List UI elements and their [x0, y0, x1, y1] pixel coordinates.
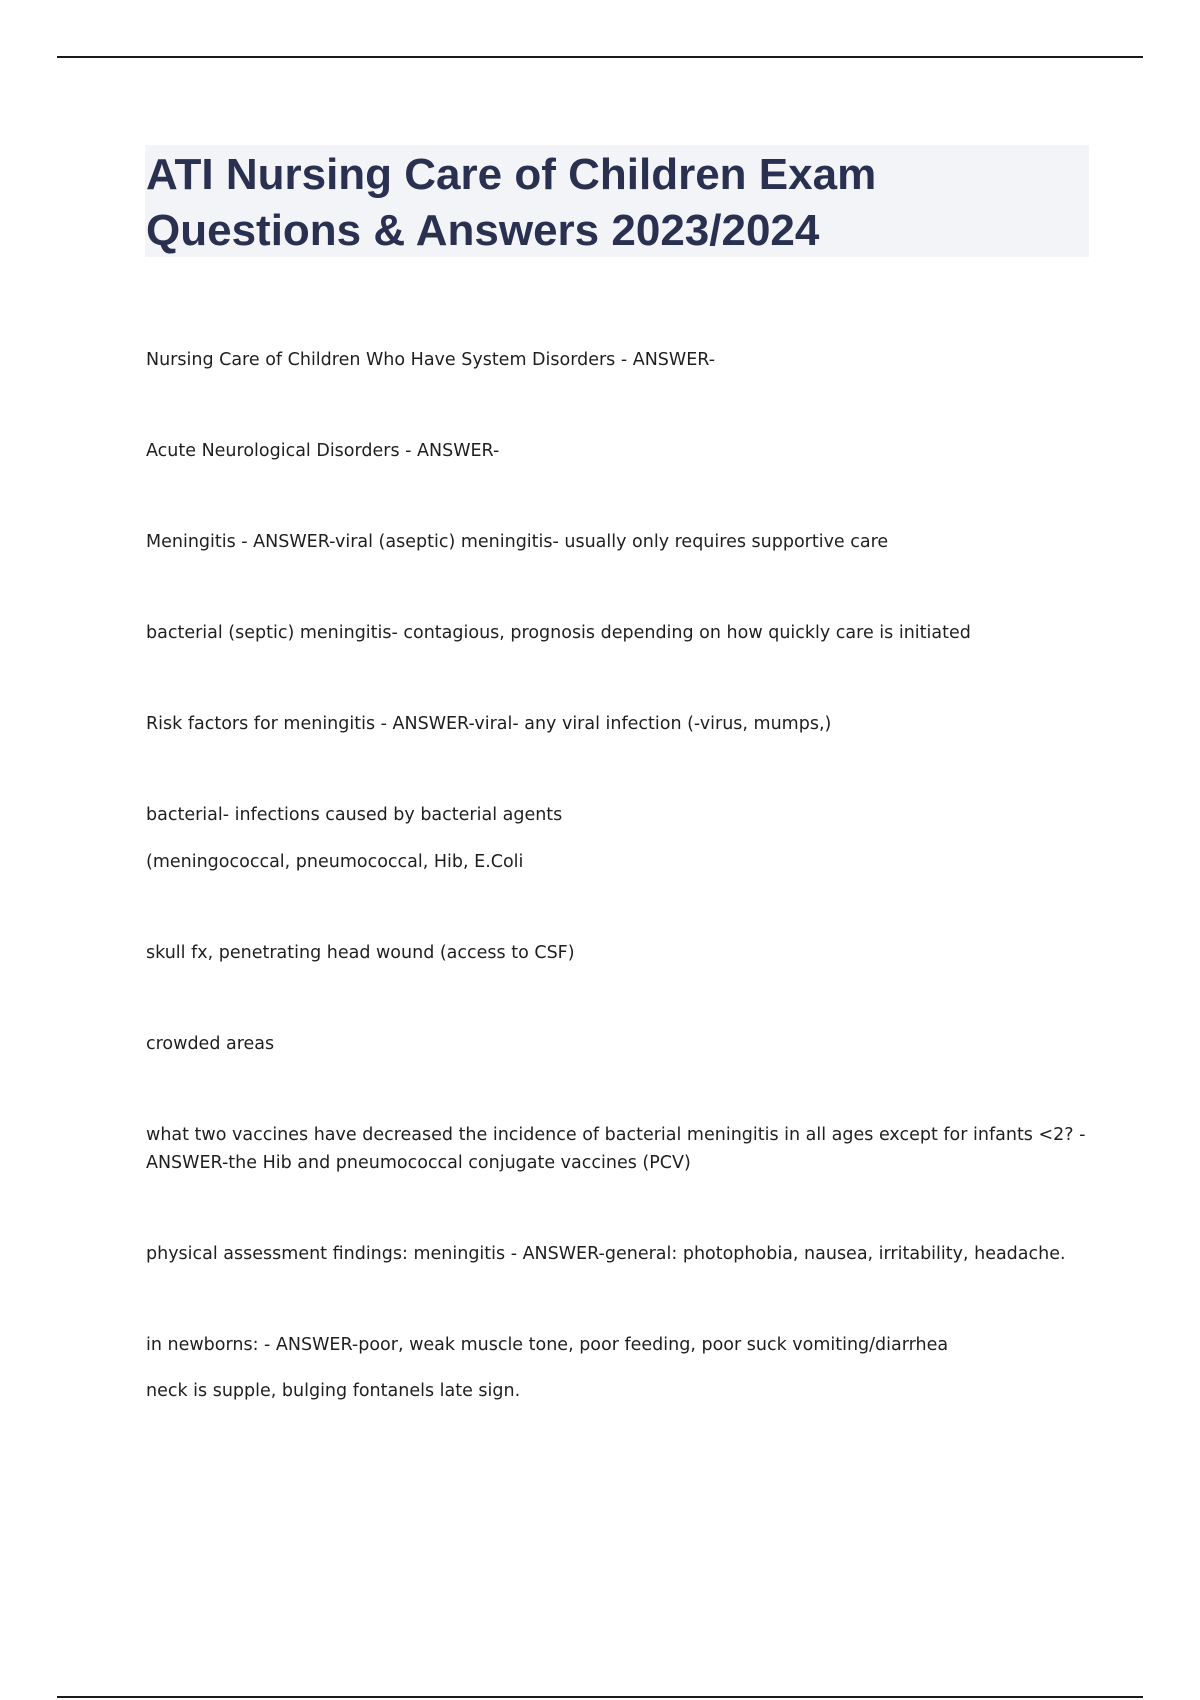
entry-meningitis: Meningitis - ANSWER-viral (aseptic) meningitis- usually only requires supportive care	[146, 532, 889, 552]
entry-newborns: in newborns: - ANSWER-poor, weak muscle tone, poor feeding, poor suck vomiting/diarrhea	[146, 1335, 949, 1355]
entry-fontanels: neck is supple, bulging fontanels late sign.	[146, 1381, 521, 1401]
entry-crowded-areas: crowded areas	[146, 1034, 275, 1054]
entry-risk-factors: Risk factors for meningitis - ANSWER-viral- any viral infection (-virus, mumps,)	[146, 714, 832, 734]
entry-bacterial-infections: bacterial- infections caused by bacterial agents	[146, 805, 563, 825]
entry-bacterial-agents: (meningococcal, pneumococcal, Hib, E.Coli	[146, 852, 524, 872]
entry-vaccines-question: what two vaccines have decreased the incidence of bacterial meningitis in all ages except for infants <2? - ANSWER-the Hib and pneumococcal conjugate vaccines (PCV)	[146, 1125, 1092, 1173]
entry-skull-fx: skull fx, penetrating head wound (access to CSF)	[146, 943, 575, 963]
entry-physical-assessment: physical assessment findings: meningitis - ANSWER-general: photophobia, nausea, irritability, headache.	[146, 1244, 1066, 1264]
entry-system-disorders: Nursing Care of Children Who Have System Disorders - ANSWER-	[146, 350, 716, 370]
entry-acute-neuro: Acute Neurological Disorders - ANSWER-	[146, 441, 500, 461]
bottom-rule	[57, 1696, 1143, 1698]
top-rule	[57, 56, 1143, 58]
document-title: ATI Nursing Care of Children Exam Questions & Answers 2023/2024	[146, 150, 877, 255]
entry-bacterial-meningitis: bacterial (septic) meningitis- contagious, prognosis depending on how quickly care is initiated	[146, 623, 971, 643]
